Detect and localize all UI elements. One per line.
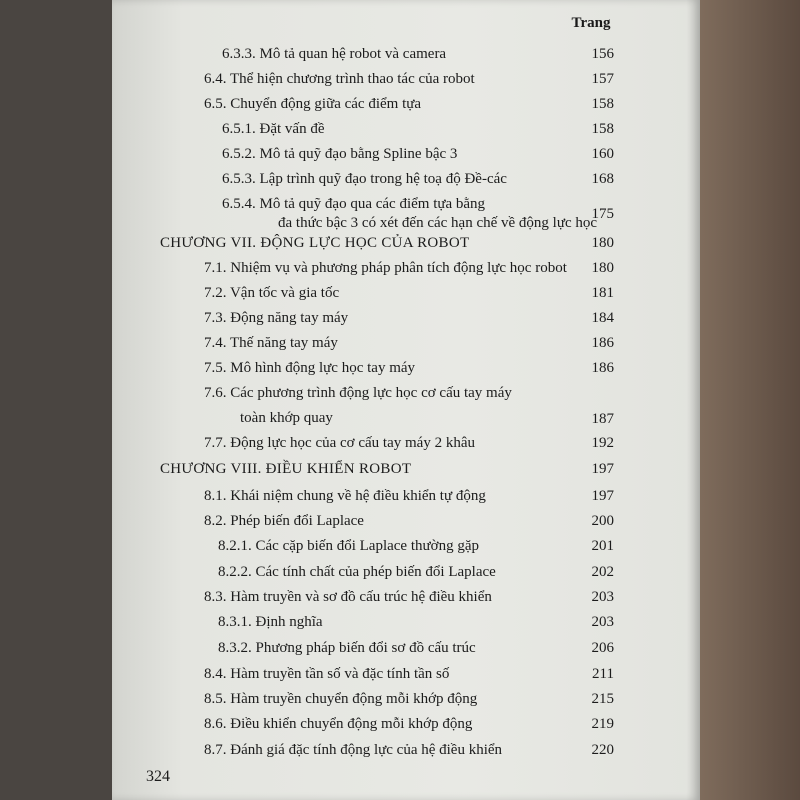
toc-entry — [0, 121, 680, 143]
toc-entry-title: 8.4. Hàm truyền tần số và đặc tính tần số — [204, 666, 450, 682]
toc-entry — [0, 335, 680, 357]
toc-entry-page: 181 — [591, 285, 614, 301]
toc-entry — [0, 285, 680, 307]
toc-entry-page: 220 — [591, 742, 614, 758]
toc-entry-title: 8.2.1. Các cặp biến đổi Laplace thường gặp — [218, 538, 479, 554]
toc-chapter — [0, 235, 680, 257]
toc-entry-title: 7.1. Nhiệm vụ và phương pháp phân tích động lực học robot — [204, 260, 567, 276]
toc-entry-page: 197 — [591, 461, 614, 477]
toc-entry — [0, 96, 680, 118]
toc-entry-title: 6.5.4. Mô tả quỹ đạo qua các điểm tựa bằng — [222, 196, 486, 212]
toc-entry-title: 7.7. Động lực học của cơ cấu tay máy 2 khâu — [204, 435, 475, 451]
toc-entry-title: 7.6. Các phương trình động lực học cơ cấu tay máy — [204, 385, 512, 401]
toc-entry-title: 8.3.1. Định nghĩa — [218, 614, 323, 630]
toc-entry — [0, 310, 680, 332]
toc-entry-title: 6.4. Thể hiện chương trình thao tác của robot — [204, 71, 475, 87]
toc-entry-title: 7.3. Động năng tay máy — [204, 310, 349, 326]
toc-entry — [0, 589, 680, 611]
toc-entry-page: 219 — [591, 716, 614, 732]
toc-entry — [0, 260, 680, 282]
toc-entry-page: 215 — [591, 691, 614, 707]
toc-entry-title: 8.2.2. Các tính chất của phép biến đổi Laplace — [218, 564, 496, 580]
toc-entry-page: 156 — [591, 46, 614, 62]
toc-entry-title: 6.5. Chuyển động giữa các điểm tựa — [204, 96, 422, 112]
toc-entry — [0, 614, 680, 636]
toc-entry-title: 8.1. Khái niệm chung về hệ điều khiển tự động — [204, 488, 486, 504]
toc-entry-title: 8.3. Hàm truyền và sơ đồ cấu trúc hệ điều khiển — [204, 589, 492, 605]
toc-entry-title: 7.4. Thế năng tay máy — [204, 335, 338, 351]
toc-entry-title: 6.5.3. Lập trình quỹ đạo trong hệ toạ độ Đề-các — [222, 171, 507, 187]
toc-entry — [0, 488, 680, 510]
toc-entry-title: 6.5.2. Mô tả quỹ đạo bằng Spline bậc 3 — [222, 146, 458, 162]
toc-entry-title-continued: đa thức bậc 3 có xét đến các hạn chế về động lực học — [278, 215, 598, 231]
toc-entry — [0, 71, 680, 93]
toc-entry-page: 158 — [591, 96, 614, 112]
toc-entry-title: 8.7. Đánh giá đặc tính động lực của hệ điều khiển — [204, 742, 503, 758]
toc-entry-page: 168 — [591, 171, 614, 187]
toc-entry-page: 211 — [592, 666, 614, 682]
toc-entry — [0, 564, 680, 586]
page-number: 324 — [146, 768, 170, 785]
toc-entry — [0, 742, 680, 764]
toc-entry — [0, 666, 680, 688]
toc-entry-page: 184 — [591, 310, 614, 326]
toc-entry-page: 158 — [591, 121, 614, 137]
toc-entry-page: 160 — [591, 146, 614, 162]
toc-entry-page: 192 — [591, 435, 614, 451]
toc-entry-page: 157 — [591, 71, 614, 87]
toc-entry — [0, 691, 680, 713]
toc-chapter-title: CHƯƠNG VIII. ĐIỀU KHIỂN ROBOT — [160, 461, 412, 477]
toc-entry-page: 206 — [591, 640, 614, 656]
toc-entry-title: 7.5. Mô hình động lực học tay máy — [204, 360, 416, 376]
toc-entry-title: 8.5. Hàm truyền chuyển động mỗi khớp động — [204, 691, 478, 707]
toc-entry — [0, 46, 680, 68]
toc-entry-page: 200 — [591, 513, 614, 529]
toc-entry — [0, 538, 680, 560]
toc-chapter-title: CHƯƠNG VII. ĐỘNG LỰC HỌC CỦA ROBOT — [160, 235, 470, 251]
toc-entry-page: 180 — [591, 235, 614, 251]
toc-entry — [0, 171, 680, 193]
toc-entry-title: 8.2. Phép biến đổi Laplace — [204, 513, 364, 529]
toc-entry-page: 187 — [591, 411, 614, 427]
page-edge-shadow — [686, 0, 700, 800]
toc-entry — [0, 640, 680, 662]
toc-entry-page: 202 — [591, 564, 614, 580]
background-surface — [700, 0, 800, 800]
toc-entry-page: 197 — [591, 488, 614, 504]
toc-entry — [0, 385, 680, 435]
toc-entry — [0, 146, 680, 168]
toc-entry-title: 7.2. Vận tốc và gia tốc — [204, 285, 340, 301]
toc-entry-title: 6.3.3. Mô tả quan hệ robot và camera — [222, 46, 447, 62]
toc-entry-page: 203 — [591, 614, 614, 630]
toc-entry-title: 8.3.2. Phương pháp biến đổi sơ đồ cấu trúc — [218, 640, 476, 656]
page-column-header: Trang — [571, 15, 611, 31]
toc-entry — [0, 435, 680, 457]
toc-entry — [0, 360, 680, 382]
toc-entry-page: 180 — [591, 260, 614, 276]
toc-entry — [0, 196, 680, 238]
toc-entry-title: 6.5.1. Đặt vấn đề — [222, 121, 325, 137]
toc-entry — [0, 716, 680, 738]
toc-chapter — [0, 461, 680, 483]
toc-entry-title-continued: toàn khớp quay — [240, 410, 333, 426]
toc-entry-page: 186 — [591, 335, 614, 351]
toc-entry-page: 203 — [591, 589, 614, 605]
toc-entry — [0, 513, 680, 535]
toc-entry-page: 201 — [591, 538, 614, 554]
toc-entry-page: 175 — [591, 206, 614, 222]
toc-entry-page: 186 — [591, 360, 614, 376]
toc-entry-title: 8.6. Điều khiển chuyển động mỗi khớp động — [204, 716, 473, 732]
